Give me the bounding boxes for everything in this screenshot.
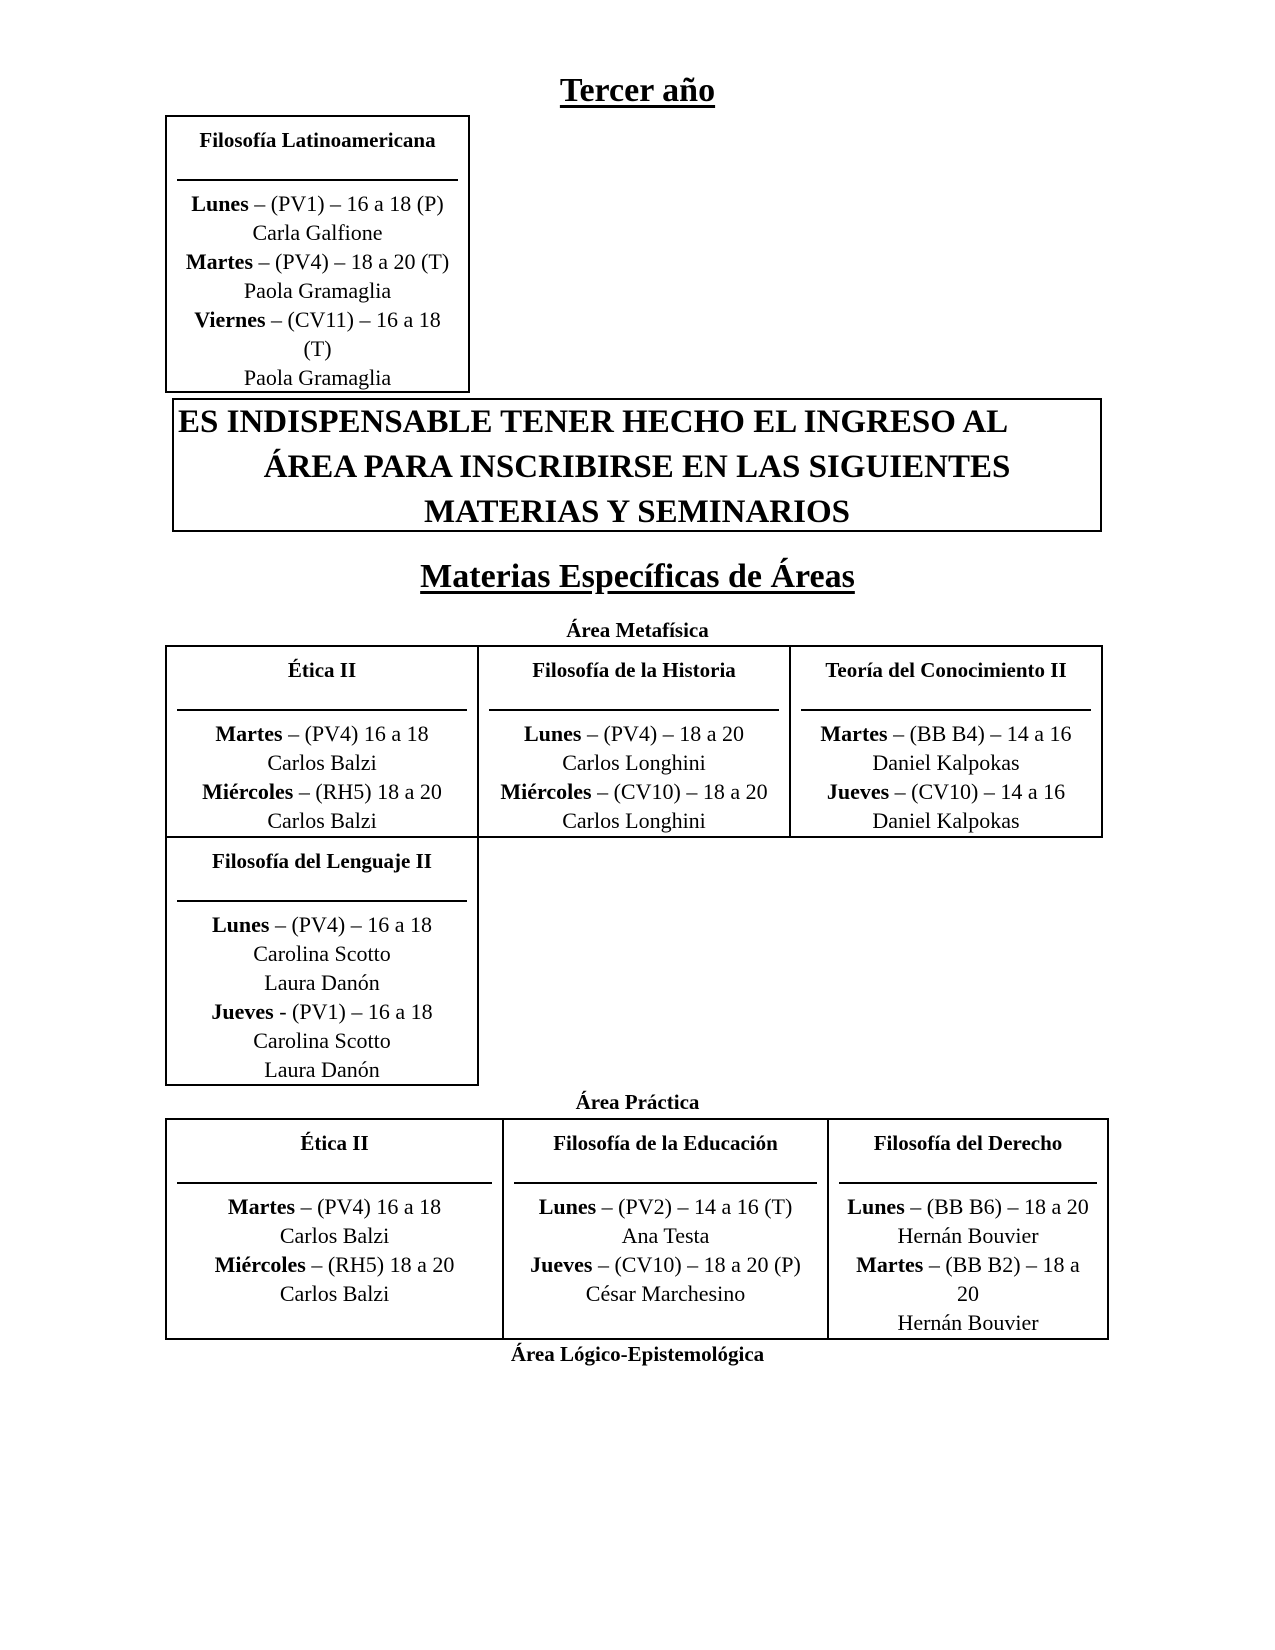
section-title-materias: Materias Específicas de Áreas (420, 558, 855, 595)
room-time: – (BB B4) – 14 a 16 (887, 721, 1072, 746)
area-label-logico-epistemologica: Área Lógico-Epistemológica (510, 1342, 765, 1366)
course-name: Ética II (300, 1131, 369, 1155)
room-time: – (PV4) 16 a 18 (295, 1194, 442, 1219)
schedule-text: Carlos Balzi (279, 1281, 390, 1306)
schedule-line (791, 777, 1101, 806)
course-box-filosofia-historia (477, 645, 791, 838)
course-box-etica-ii (165, 645, 479, 838)
schedule-text: Carolina Scotto (253, 1028, 391, 1053)
weekday: Lunes (191, 191, 249, 216)
schedule-text: César Marchesino (585, 1281, 746, 1306)
room-time: – (BB B2) – 18 a (923, 1252, 1080, 1277)
schedule-text: Paola Gramaglia (243, 278, 392, 303)
weekday: Jueves (211, 999, 274, 1024)
course-name: Ética II (287, 658, 357, 682)
schedule-text: Laura Danón (264, 1057, 380, 1082)
schedule (167, 189, 468, 392)
course-name: Filosofía del Lenguaje II (212, 849, 432, 873)
room-time: – (CV11) – 16 a 18 (265, 307, 441, 332)
course-name: Filosofía de la Historia (532, 658, 736, 682)
area-label-practica: Área Práctica (575, 1090, 700, 1114)
course-box-teoria-conocimiento-ii (789, 645, 1103, 838)
schedule (167, 719, 477, 835)
course-box-filosofia-derecho (827, 1118, 1109, 1340)
room-time: – (PV4) 16 a 18 (282, 721, 429, 746)
divider (489, 709, 779, 711)
schedule-line (829, 1250, 1107, 1279)
schedule-text: Ana Testa (621, 1223, 710, 1248)
schedule-line (167, 997, 477, 1026)
schedule-line (791, 719, 1101, 748)
room-time: – (PV4) – 16 a 18 (269, 912, 433, 937)
schedule-line (167, 1250, 502, 1279)
notice-line: ES INDISPENSABLE TENER HECHO EL INGRESO AL (178, 404, 1009, 440)
schedule (829, 1192, 1107, 1337)
schedule-text: Hernán Bouvier (897, 1223, 1039, 1248)
schedule-text: Paola Gramaglia (243, 365, 392, 390)
divider (514, 1182, 817, 1184)
schedule-text: 20 (957, 1281, 979, 1306)
weekday: Martes (820, 721, 888, 746)
schedule-line (504, 1250, 827, 1279)
room-time: – (RH5) 18 a 20 (293, 779, 442, 804)
divider (177, 179, 458, 181)
schedule-text: Carlos Balzi (267, 808, 377, 833)
schedule-text: Hernán Bouvier (897, 1310, 1039, 1335)
room-time: - (PV1) – 16 a 18 (273, 999, 433, 1024)
weekday: Miércoles (500, 779, 592, 804)
course-box-filosofia-latinoamericana (165, 115, 470, 393)
notice-line: ÁREA PARA INSCRIBIRSE EN LAS SIGUIENTES (263, 449, 1011, 485)
notice-banner (172, 398, 1102, 532)
schedule-text: Daniel Kalpokas (872, 750, 1020, 775)
divider (177, 1182, 492, 1184)
weekday: Lunes (523, 721, 582, 746)
room-time: – (CV10) – 14 a 16 (889, 779, 1066, 804)
schedule-line (167, 910, 477, 939)
divider (839, 1182, 1097, 1184)
schedule-text: Carlos Longhini (562, 750, 706, 775)
room-time: – (CV10) – 18 a 20 (P) (592, 1252, 801, 1277)
schedule-line (167, 247, 468, 276)
schedule-text: (T) (303, 336, 332, 361)
divider (801, 709, 1091, 711)
room-time: – (PV1) – 16 a 18 (P) (248, 191, 444, 216)
weekday: Martes (227, 1194, 296, 1219)
weekday: Lunes (847, 1194, 905, 1219)
area-label-metafisica: Área Metafísica (566, 618, 709, 642)
weekday: Miércoles (214, 1252, 306, 1277)
schedule-line (479, 719, 789, 748)
schedule-line (167, 777, 477, 806)
weekday: Lunes (538, 1194, 597, 1219)
schedule-text: Carlos Balzi (267, 750, 377, 775)
schedule-line (167, 1192, 502, 1221)
notice-line: MATERIAS Y SEMINARIOS (423, 494, 850, 530)
schedule-line (829, 1192, 1107, 1221)
course-name: Teoría del Conocimiento II (825, 658, 1067, 682)
section-title-tercer-ano: Tercer año (559, 72, 716, 109)
schedule-text: Carla Galfione (252, 220, 383, 245)
schedule-line (167, 305, 468, 334)
divider (177, 709, 467, 711)
schedule (167, 910, 477, 1084)
schedule-text: Laura Danón (264, 970, 380, 995)
schedule (791, 719, 1101, 835)
room-time: – (RH5) 18 a 20 (305, 1252, 455, 1277)
weekday: Viernes (194, 307, 266, 332)
weekday: Martes (856, 1252, 924, 1277)
course-name: Filosofía Latinoamericana (199, 128, 436, 152)
weekday: Miércoles (202, 779, 294, 804)
course-box-filosofia-educacion (502, 1118, 829, 1340)
weekday: Martes (185, 249, 254, 274)
schedule-line (479, 777, 789, 806)
schedule-text: Carlos Longhini (562, 808, 706, 833)
schedule-line (504, 1192, 827, 1221)
schedule (167, 1192, 502, 1308)
weekday: Jueves (530, 1252, 593, 1277)
weekday: Jueves (826, 779, 890, 804)
room-time: – (BB B6) – 18 a 20 (904, 1194, 1089, 1219)
room-time: – (PV4) – 18 a 20 (T) (253, 249, 450, 274)
schedule-line (167, 189, 468, 218)
schedule-text: Daniel Kalpokas (872, 808, 1020, 833)
schedule-line (167, 719, 477, 748)
schedule-text: Carlos Balzi (279, 1223, 390, 1248)
schedule (504, 1192, 827, 1308)
weekday: Lunes (211, 912, 270, 937)
room-time: – (PV2) – 14 a 16 (T) (596, 1194, 793, 1219)
course-name: Filosofía del Derecho (873, 1131, 1063, 1155)
course-box-etica-ii-practica (165, 1118, 504, 1340)
divider (177, 900, 467, 902)
course-box-filosofia-lenguaje-ii (165, 836, 479, 1086)
course-name: Filosofía de la Educación (553, 1131, 778, 1155)
schedule-text: Carolina Scotto (253, 941, 391, 966)
weekday: Martes (215, 721, 283, 746)
room-time: – (PV4) – 18 a 20 (581, 721, 745, 746)
room-time: – (CV10) – 18 a 20 (591, 779, 768, 804)
schedule (479, 719, 789, 835)
